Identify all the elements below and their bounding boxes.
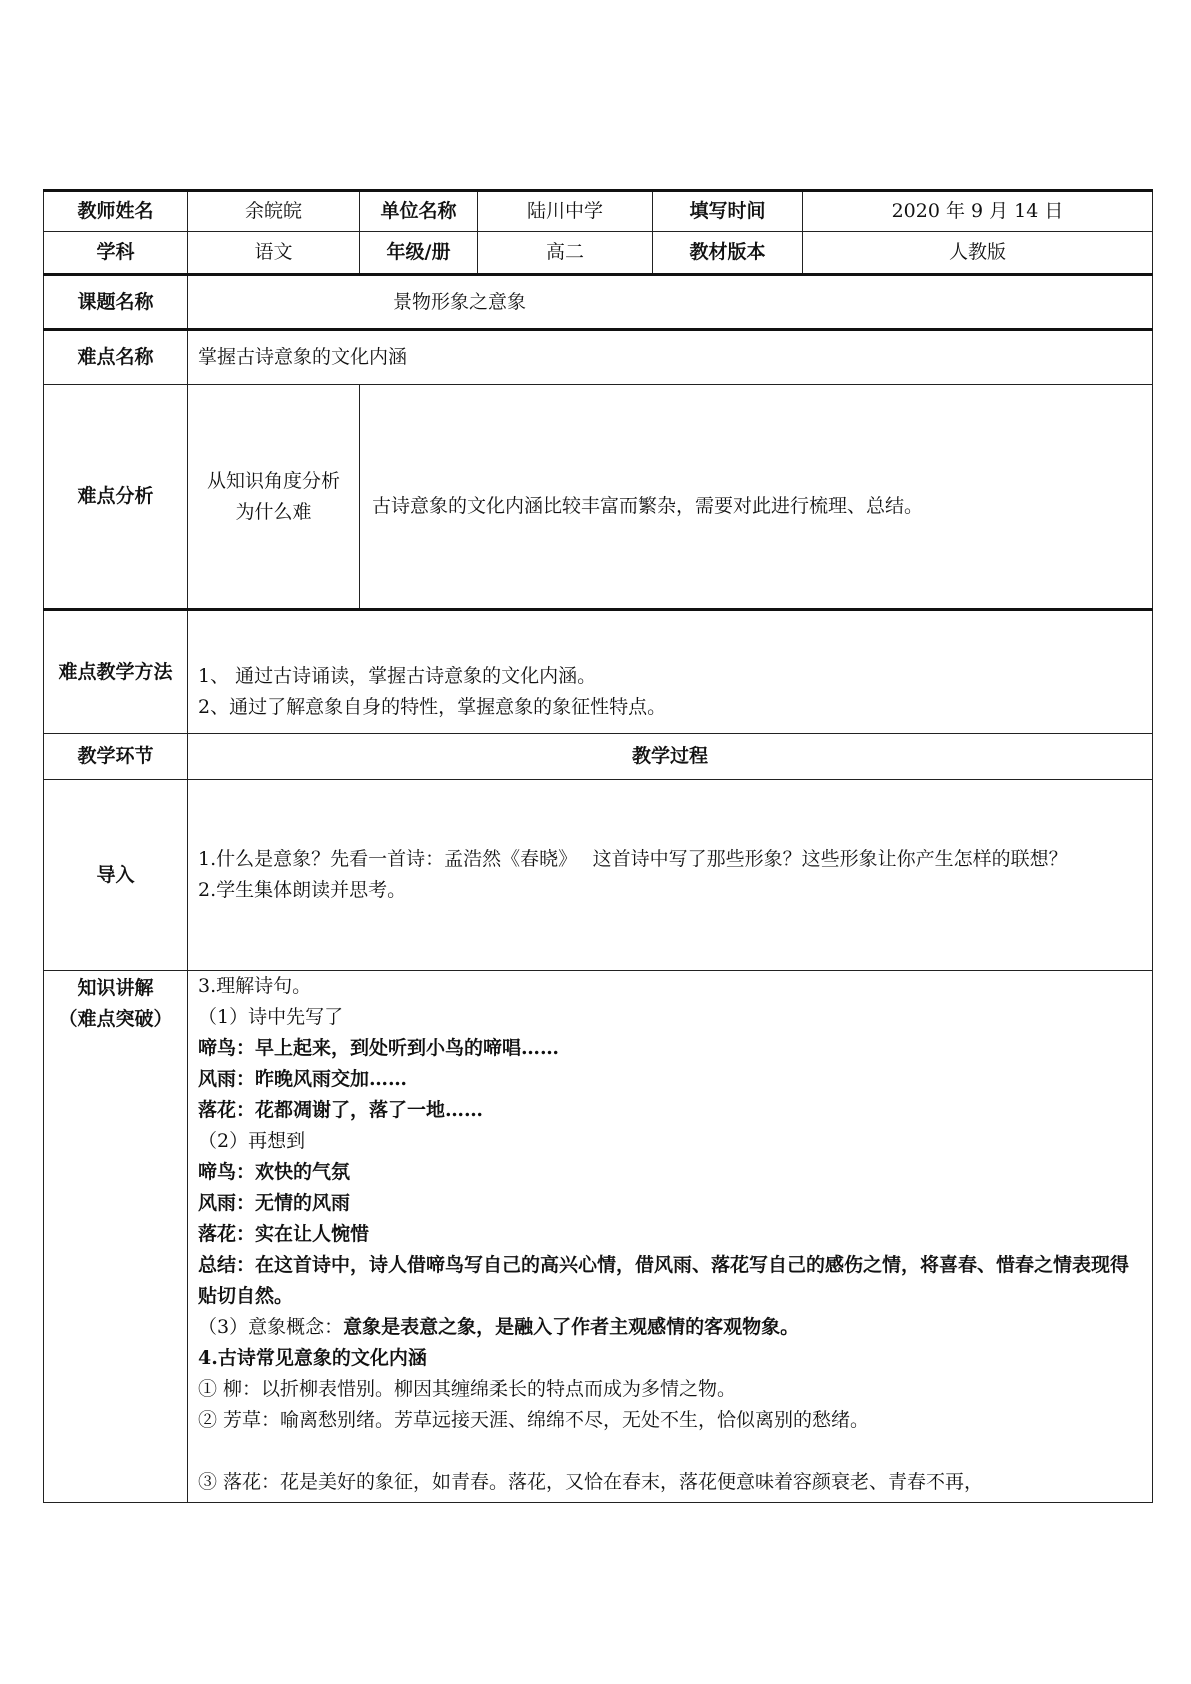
knowledge-line-13: ① 柳：以折柳表惜别。柳因其缠绵柔长的特点而成为多情之物。: [198, 1378, 737, 1400]
intro-label: 导入: [44, 780, 188, 971]
knowledge-line-2: （1）诗中先写了: [198, 1006, 344, 1028]
knowledge-line-1: 3.理解诗句。: [198, 975, 312, 997]
knowledge-label: [44, 971, 188, 1503]
knowledge-line-6: （2）再想到: [198, 1130, 306, 1152]
subject-label: 学科: [44, 232, 188, 275]
knowledge-line-10: 总结：在这首诗中，诗人借啼鸟写自己的高兴心情，借风雨、落花写自己的感伤之情，将喜春、惜春之情表现得贴切自然。: [198, 1254, 1130, 1307]
header-row-1: [44, 191, 1153, 232]
edition-label: 教材版本: [653, 232, 803, 275]
knowledge-line-5: 落花：花都凋谢了，落了一地……: [198, 1099, 484, 1121]
method-content: [188, 610, 1153, 734]
intro-line-1: 1.什么是意象？先看一首诗：孟浩然《春晓》 这首诗中写了那些形象？这些形象让你产生怎样的联想？: [198, 848, 1068, 870]
subject-value: 语文: [188, 232, 360, 275]
knowledge-line-11: [198, 1312, 1142, 1343]
knowledge-row: [44, 971, 1153, 1503]
grade-label: 年级/册: [360, 232, 478, 275]
header-row-2: [44, 232, 1153, 275]
difficulty-label: 难点名称: [44, 330, 188, 385]
analysis-row: [44, 385, 1153, 610]
knowledge-line-7: 啼鸟：欢快的气氛: [198, 1161, 351, 1183]
teacher-value: 余皖皖: [188, 191, 360, 232]
method-line-1: 1、 通过古诗诵读，掌握古诗意象的文化内涵。: [198, 665, 597, 687]
method-row: [44, 610, 1153, 734]
knowledge-spacer: [198, 1436, 1142, 1467]
method-line-2: 2、通过了解意象自身的特性，掌握意象的象征性特点。: [198, 696, 667, 718]
knowledge-line-9: 落花：实在让人惋惜: [198, 1223, 370, 1245]
topic-row: [44, 275, 1153, 330]
intro-content: [188, 780, 1153, 971]
intro-line-2: 2.学生集体朗读并思考。: [198, 879, 407, 901]
analysis-value: 古诗意象的文化内涵比较丰富而繁杂，需要对此进行梳理、总结。: [360, 385, 1153, 610]
knowledge-label-line-2: （难点突破）: [58, 1008, 173, 1030]
knowledge-label-line-1: 知识讲解: [77, 977, 154, 999]
difficulty-value: 掌握古诗意象的文化内涵: [188, 330, 1153, 385]
analysis-sub-label: 从知识角度分析为什么难: [188, 385, 360, 610]
process-header-right: 教学过程: [188, 734, 1153, 780]
date-value: 2020 年 9 月 14 日: [803, 191, 1153, 232]
intro-row: [44, 780, 1153, 971]
process-header-row: [44, 734, 1153, 780]
process-header-left: 教学环节: [44, 734, 188, 780]
knowledge-line-3: 啼鸟：早上起来，到处听到小鸟的啼唱……: [198, 1037, 560, 1059]
knowledge-line-8: 风雨：无情的风雨: [198, 1192, 351, 1214]
knowledge-line-11-prefix: （3）意象概念：: [198, 1316, 344, 1338]
knowledge-line-15: ③ 落花：花是美好的象征，如青春。落花，又恰在春末，落花便意味着容颜衰老、青春不再，: [198, 1471, 984, 1493]
date-label: 填写时间: [653, 191, 803, 232]
knowledge-line-11-bold: 意象是表意之象，是融入了作者主观感情的客观物象。: [343, 1316, 800, 1338]
knowledge-line-14: ② 芳草：喻离愁别绪。芳草远接天涯、绵绵不尽，无处不生，恰似离别的愁绪。: [198, 1409, 870, 1431]
edition-value: 人教版: [803, 232, 1153, 275]
knowledge-content: [188, 971, 1153, 1503]
topic-value: 景物形象之意象: [188, 275, 1153, 330]
difficulty-row: [44, 330, 1153, 385]
unit-label: 单位名称: [360, 191, 478, 232]
knowledge-line-12: 4.古诗常见意象的文化内涵: [198, 1347, 427, 1369]
grade-value: 高二: [478, 232, 653, 275]
method-label: 难点教学方法: [44, 610, 188, 734]
lesson-plan-table: [43, 189, 1153, 1503]
teacher-label: 教师姓名: [44, 191, 188, 232]
analysis-label: 难点分析: [44, 385, 188, 610]
knowledge-line-4: 风雨：昨晚风雨交加……: [198, 1068, 408, 1090]
topic-label: 课题名称: [44, 275, 188, 330]
unit-value: 陆川中学: [478, 191, 653, 232]
